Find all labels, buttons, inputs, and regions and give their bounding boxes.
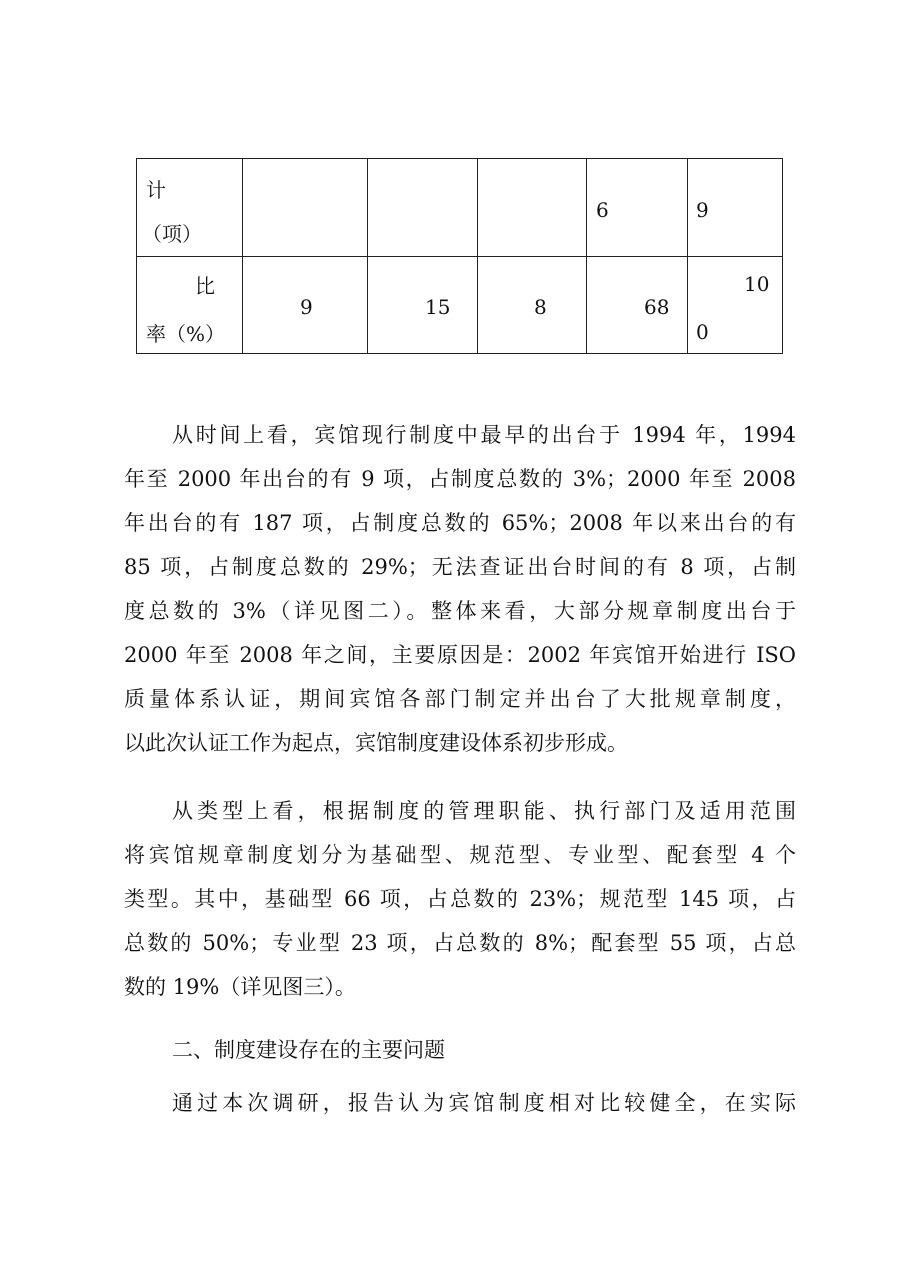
row-label-ratio-line2: 率（%） [146,322,226,346]
paragraph-survey-conclusion [124,1081,796,1125]
table-cell [242,159,367,257]
paragraph-line: 从类型上看，根据制度的管理职能、执行部门及适用范围 [172,799,796,823]
cell-value: 6 [596,198,609,222]
table-row-total [137,159,783,257]
row-label-ratio-line1: 比 [195,274,215,298]
paragraph-line: 年至 2000 年出台的有 9 项，占制度总数的 3%；2000 年至 2008 [124,467,796,491]
paragraph-line: 年出台的有 187 项，占制度总数的 65%；2008 年以来出台的有 [124,511,796,535]
paragraph-line: 2000 年至 2008 年之间，主要原因是：2002 年宾馆开始进行 ISO [124,643,796,667]
section-heading: 二、制度建设存在的主要问题 [172,1038,445,1062]
paragraph-line: 数的 19%（详见图三）。 [124,975,356,999]
table-row-ratio [137,257,783,354]
table-cell [477,159,587,257]
statistics-table [136,158,783,354]
paragraph-line: 85 项，占制度总数的 29%；无法查证出台时间的有 8 项，占制 [124,555,796,579]
table-cell [367,257,477,354]
cell-value: 8 [534,295,547,319]
paragraph-line: 质量体系认证，期间宾馆各部门制定并出台了大批规章制度， [124,687,796,711]
paragraph-time-analysis [124,413,796,765]
paragraph-line: 通过本次调研，报告认为宾馆制度相对比较健全，在实际 [172,1091,796,1115]
paragraph-type-analysis [124,789,796,1009]
paragraph-line: 类型。其中，基础型 66 项，占总数的 23%；规范型 145 项，占 [124,887,796,911]
cell-value: 10 [744,272,770,296]
paragraph-line: 从时间上看，宾馆现行制度中最早的出台于 1994 年，1994 [172,423,796,447]
table-cell [477,257,587,354]
cell-value: 68 [644,295,670,319]
table-cell [587,257,688,354]
cell-value: 0 [696,320,709,344]
cell-value: 15 [425,295,451,319]
cell-value: 9 [300,295,313,319]
cell-value: 9 [696,198,709,222]
paragraph-line: 总数的 50%；专业型 23 项，占总数的 8%；配套型 55 项，占总 [124,931,796,955]
paragraph-line: 以此次认证工作为起点，宾馆制度建设体系初步形成。 [124,731,628,755]
row-label-total-line1: 计 [146,178,166,202]
row-label-total-line2: （项） [142,222,202,246]
table-cell [367,159,477,257]
paragraph-line: 度总数的 3%（详见图二）。整体来看，大部分规章制度出台于 [124,599,796,623]
paragraph-line: 将宾馆规章制度划分为基础型、规范型、专业型、配套型 4 个 [124,843,796,867]
